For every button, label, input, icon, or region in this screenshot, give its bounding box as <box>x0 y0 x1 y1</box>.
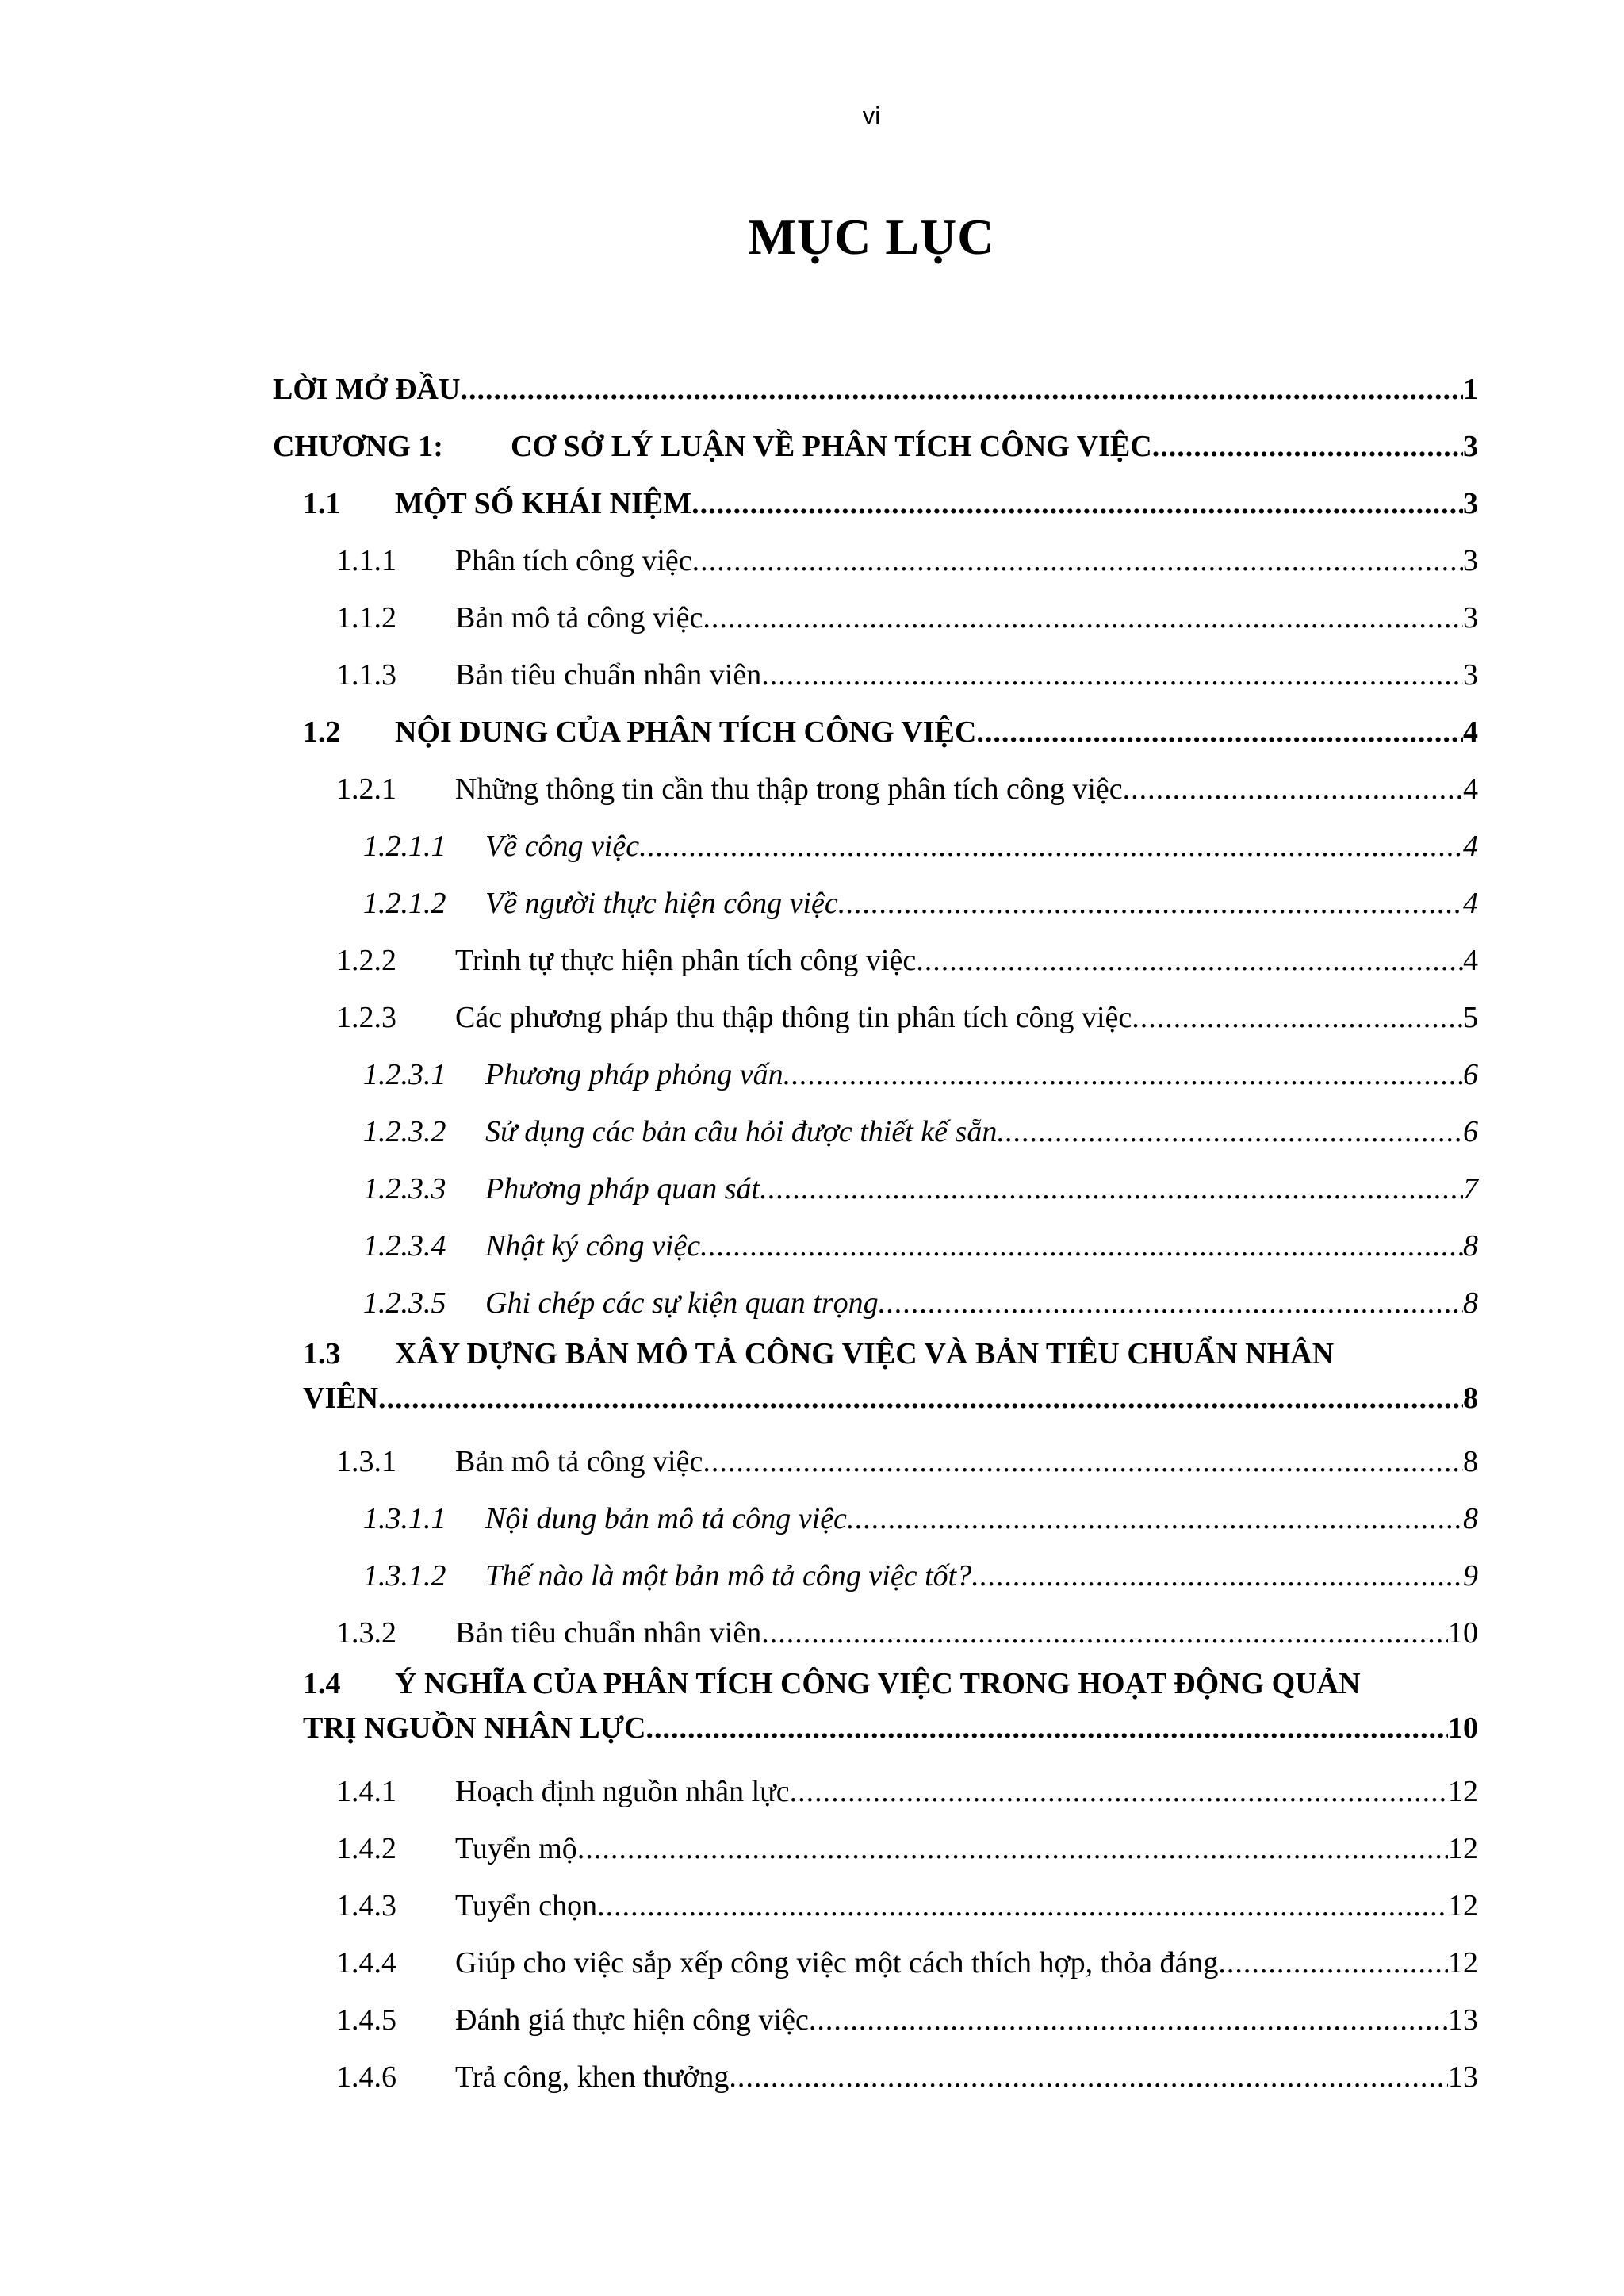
toc-entry-number: 1.2.3.3 <box>363 1172 446 1205</box>
toc-entry-number: 1.3.2 <box>336 1616 396 1650</box>
toc-entry-1-2-3-3[interactable] <box>273 1160 1478 1217</box>
toc-entry-1-1-2[interactable] <box>273 589 1478 646</box>
toc-entry-1-1-3[interactable] <box>273 646 1478 703</box>
toc-entry-text: Bản tiêu chuẩn nhân viên <box>455 658 762 692</box>
toc-entry-text: Nội dung bản mô tả công việc <box>485 1502 847 1535</box>
toc-entry-number: 1.1.2 <box>336 601 396 634</box>
toc-entry-text: Tuyển mộ <box>455 1832 577 1865</box>
toc-entry-number: 1.3.1.2 <box>363 1559 446 1593</box>
toc-entry-number: 1.1 <box>303 487 341 520</box>
toc-entry-1-1[interactable] <box>273 475 1478 532</box>
dot-leader <box>577 1820 1448 1877</box>
toc-entry-1-2-2[interactable] <box>273 932 1478 989</box>
dot-leader <box>1218 1934 1448 1991</box>
dot-leader <box>838 875 1463 932</box>
toc-entry-text: Ý NGHĨA CỦA PHÂN TÍCH CÔNG VIỆC TRONG HOẠT ĐỘNG QUẢN <box>395 1667 1361 1700</box>
toc-entry-first-line <box>303 1662 1478 1706</box>
toc-entry-text: Ghi chép các sự kiện quan trọng <box>485 1286 879 1320</box>
toc-entry-number: 1.2.3 <box>336 1001 396 1034</box>
dot-leader <box>976 703 1463 761</box>
toc-entry-number: 1.4.3 <box>336 1889 396 1922</box>
toc-entry-chapter-1[interactable] <box>273 418 1478 475</box>
toc-entry-number: 1.2.2 <box>336 944 396 977</box>
dot-leader <box>700 1217 1463 1274</box>
toc-entry-number: 1.4.1 <box>336 1775 396 1808</box>
table-of-contents <box>273 361 1478 2106</box>
toc-page-number: 1 <box>1463 373 1478 406</box>
toc-entry-1-4-3[interactable] <box>273 1877 1478 1934</box>
toc-page-number: 8 <box>1463 1502 1478 1535</box>
toc-entry-1-2-3-1[interactable] <box>273 1046 1478 1103</box>
toc-page-number: 8 <box>1463 1445 1478 1478</box>
dot-leader <box>809 1991 1448 2049</box>
toc-entry-text: MỘT SỐ KHÁI NIỆM <box>395 487 692 520</box>
toc-entry-text: Giúp cho việc sắp xếp công việc một cách thích hợp, thỏa đáng <box>455 1946 1219 1980</box>
dot-leader <box>761 646 1463 703</box>
toc-entry-number: 1.3 <box>303 1337 341 1370</box>
toc-entry-text: CƠ SỞ LÝ LUẬN VỀ PHÂN TÍCH CÔNG VIỆC <box>511 430 1152 463</box>
toc-entry-number: 1.2.3.1 <box>363 1058 446 1091</box>
toc-page-number: 5 <box>1463 1001 1478 1034</box>
toc-entry-text: Sử dụng các bản câu hỏi được thiết kế sẵn <box>485 1115 998 1148</box>
toc-entry-number: CHƯƠNG 1: <box>273 430 443 463</box>
toc-entry-text-continued: TRỊ NGUỒN NHÂN LỰC <box>303 1711 646 1745</box>
toc-page-number: 4 <box>1463 830 1478 863</box>
toc-entry-text: Những thông tin cần thu thập trong phân tích công việc <box>455 772 1123 806</box>
toc-page-number: 12 <box>1448 1832 1478 1865</box>
toc-entry-1-3-1-1[interactable] <box>273 1490 1478 1547</box>
toc-entry-1-2[interactable] <box>273 703 1478 761</box>
toc-page-number: 9 <box>1463 1559 1478 1593</box>
toc-page-number: 6 <box>1463 1058 1478 1091</box>
toc-entry-1-4-4[interactable] <box>273 1934 1478 1991</box>
toc-page-number: 8 <box>1463 1229 1478 1263</box>
toc-entry-text: XÂY DỰNG BẢN MÔ TẢ CÔNG VIỆC VÀ BẢN TIÊU CHUẨN NHÂN <box>395 1337 1335 1370</box>
toc-entry-number: 1.2.1.1 <box>363 830 446 863</box>
toc-entry-1-3-2[interactable] <box>273 1604 1478 1662</box>
toc-entry-text: Về công việc <box>485 830 640 863</box>
toc-page-number: 8 <box>1463 1382 1478 1415</box>
toc-page-number: 3 <box>1463 601 1478 634</box>
toc-page-number: 12 <box>1448 1775 1478 1808</box>
toc-entry-1-2-1-2[interactable] <box>273 875 1478 932</box>
dot-leader <box>847 1490 1463 1547</box>
toc-entry-text: Bản tiêu chuẩn nhân viên <box>455 1616 762 1650</box>
toc-entry-text: Nhật ký công việc <box>485 1229 701 1263</box>
toc-page-number: 12 <box>1448 1889 1478 1922</box>
dot-leader <box>639 818 1463 875</box>
dot-leader <box>1132 989 1463 1046</box>
toc-entry-number: 1.4.4 <box>336 1946 396 1980</box>
toc-entry-number: 1.1.1 <box>336 544 396 577</box>
toc-page-number: 3 <box>1463 487 1478 520</box>
toc-page-number: 3 <box>1463 544 1478 577</box>
dot-leader <box>783 1046 1463 1103</box>
toc-page-number: 4 <box>1463 887 1478 920</box>
toc-page-number: 4 <box>1463 772 1478 806</box>
toc-page-number: 3 <box>1463 658 1478 692</box>
toc-entry-number: 1.4.2 <box>336 1832 396 1865</box>
toc-entry-1-4-2[interactable] <box>273 1820 1478 1877</box>
dot-leader <box>645 1706 1448 1750</box>
toc-entry-number: 1.2.1 <box>336 772 396 806</box>
dot-leader <box>378 1376 1463 1420</box>
toc-entry-number: 1.3.1.1 <box>363 1502 446 1535</box>
toc-entry-1-4[interactable] <box>273 1662 1478 1750</box>
toc-page-number: 10 <box>1448 1711 1478 1745</box>
toc-entry-1-3-1[interactable] <box>273 1433 1478 1490</box>
toc-page-number: 8 <box>1463 1286 1478 1320</box>
toc-page-number: 4 <box>1463 944 1478 977</box>
toc-entry-1-2-1-1[interactable] <box>273 818 1478 875</box>
dot-leader <box>997 1103 1463 1160</box>
toc-page-number: 10 <box>1448 1616 1478 1650</box>
toc-entry-first-line <box>303 1332 1478 1376</box>
toc-entry-text: Phương pháp quan sát <box>485 1172 760 1205</box>
toc-page-number: 4 <box>1463 715 1478 749</box>
toc-page-number: 3 <box>1463 430 1478 463</box>
toc-entry-1-4-5[interactable] <box>273 1991 1478 2049</box>
toc-entry-number: 1.3.1 <box>336 1445 396 1478</box>
toc-page-number: 7 <box>1463 1172 1478 1205</box>
toc-entry-1-2-1[interactable] <box>273 761 1478 818</box>
toc-entry-number: 1.2.3.4 <box>363 1229 446 1263</box>
toc-entry-1-3-1-2[interactable] <box>273 1547 1478 1604</box>
toc-entry-text: Phân tích công việc <box>455 544 692 577</box>
toc-entry-text: Trình tự thực hiện phân tích công việc <box>455 944 917 977</box>
toc-page-number: 6 <box>1463 1115 1478 1148</box>
toc-entry-text: Tuyển chọn <box>455 1889 598 1922</box>
toc-entry-number: 1.1.3 <box>336 658 396 692</box>
toc-entry-number: 1.2.1.2 <box>363 887 446 920</box>
dot-leader <box>692 532 1463 589</box>
dot-leader <box>916 932 1463 989</box>
dot-leader <box>703 1433 1463 1490</box>
dot-leader <box>1123 761 1463 818</box>
toc-entry-number: 1.4.6 <box>336 2060 396 2094</box>
dot-leader <box>971 1547 1463 1604</box>
toc-entry-1-4-1[interactable] <box>273 1763 1478 1820</box>
toc-entry-number: 1.4 <box>303 1667 341 1700</box>
toc-entry-intro[interactable] <box>273 361 1478 418</box>
toc-entry-1-2-3[interactable] <box>273 989 1478 1046</box>
toc-entry-number: 1.2.3.5 <box>363 1286 446 1320</box>
toc-entry-text: Trả công, khen thưởng <box>455 2060 730 2094</box>
dot-leader <box>703 589 1463 646</box>
toc-entry-number: 1.4.5 <box>336 2003 396 2037</box>
toc-entry-text-continued: VIÊN <box>303 1382 379 1415</box>
toc-entry-text: Phương pháp phỏng vấn <box>485 1058 783 1091</box>
toc-entry-second-line <box>303 1706 1478 1750</box>
toc-entry-text: LỜI MỞ ĐẦU <box>273 373 461 406</box>
dot-leader <box>1152 418 1463 475</box>
toc-entry-1-4-6[interactable] <box>273 2049 1478 2106</box>
toc-entry-text: Bản mô tả công việc <box>455 1445 703 1478</box>
toc-entry-1-2-3-2[interactable] <box>273 1103 1478 1160</box>
toc-entry-1-2-3-4[interactable] <box>273 1217 1478 1274</box>
toc-entry-1-1-1[interactable] <box>273 532 1478 589</box>
dot-leader <box>760 1160 1463 1217</box>
toc-page-number: 12 <box>1448 1946 1478 1980</box>
toc-entry-text: Bản mô tả công việc <box>455 601 703 634</box>
dot-leader <box>597 1877 1448 1934</box>
dot-leader <box>460 361 1463 418</box>
toc-entry-text: NỘI DUNG CỦA PHÂN TÍCH CÔNG VIỆC <box>395 715 977 749</box>
toc-entry-1-3[interactable] <box>273 1332 1478 1420</box>
dot-leader <box>729 2049 1448 2106</box>
toc-entry-second-line <box>303 1376 1478 1420</box>
toc-entry-text: Thế nào là một bản mô tả công việc tốt? <box>485 1559 972 1593</box>
toc-entry-number: 1.2.3.2 <box>363 1115 446 1148</box>
toc-entry-text: Các phương pháp thu thập thông tin phân tích công việc <box>455 1001 1132 1034</box>
toc-entry-1-2-3-5[interactable] <box>273 1274 1478 1332</box>
page-title: MỤC LỤC <box>748 209 995 265</box>
toc-entry-text: Đánh giá thực hiện công việc <box>455 2003 809 2037</box>
toc-page-number: 13 <box>1448 2003 1478 2037</box>
dot-leader <box>761 1604 1448 1662</box>
dot-leader <box>879 1274 1463 1332</box>
dot-leader <box>790 1763 1448 1820</box>
toc-page-number: 13 <box>1448 2060 1478 2094</box>
toc-entry-text: Về người thực hiện công việc <box>485 887 838 920</box>
toc-entry-number: 1.2 <box>303 715 341 749</box>
toc-entry-text: Hoạch định nguồn nhân lực <box>455 1775 790 1808</box>
page-number: vi <box>862 102 881 129</box>
dot-leader <box>691 475 1463 532</box>
